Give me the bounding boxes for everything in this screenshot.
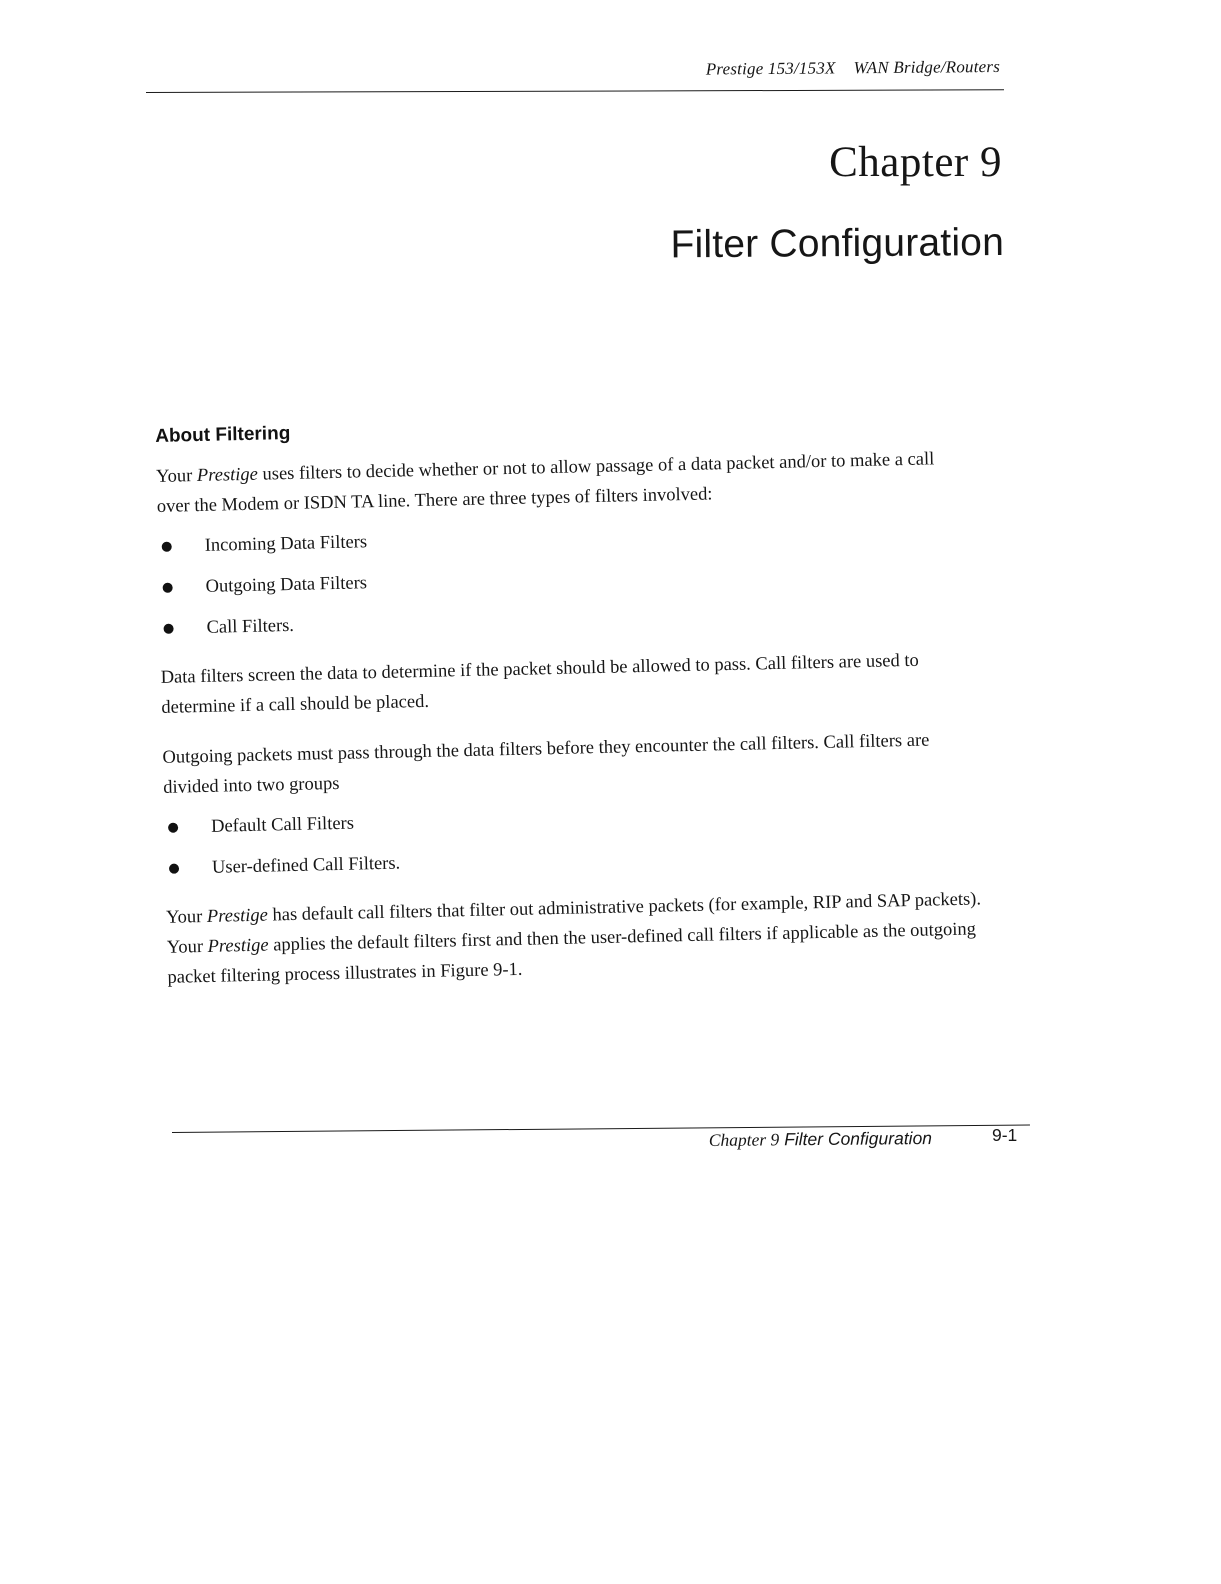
closing-product-name-2: Prestige xyxy=(207,935,269,957)
list-item-text: Call Filters. xyxy=(206,615,295,638)
header-product: Prestige 153/153X xyxy=(705,58,836,79)
running-header xyxy=(580,57,1000,81)
bullet-icon xyxy=(169,864,179,874)
page-body xyxy=(155,406,1048,1003)
data-filters-paragraph: Data filters screen the data to determine if the packet should be allowed to pass. Call filters are used to determine if a call should be placed. xyxy=(160,650,919,718)
intro-text-start: Your xyxy=(155,466,198,487)
footer-chapter-title xyxy=(660,1128,932,1151)
outgoing-paragraph: Outgoing packets must pass through the data filters before they encounter the call filters. Call filters are divided into two groups xyxy=(162,730,930,798)
bullet-icon xyxy=(163,583,173,593)
chapter-title: Filter Configuration xyxy=(670,221,1005,267)
bullet-icon xyxy=(168,823,178,833)
list-item-text: Outgoing Data Filters xyxy=(205,573,368,597)
filter-types-list xyxy=(157,512,1040,655)
intro-product-name: Prestige xyxy=(196,464,259,487)
bullet-icon xyxy=(163,624,173,634)
list-item-text: User-defined Call Filters. xyxy=(211,853,401,878)
closing-product-name-1: Prestige xyxy=(206,905,269,927)
page-number: 9-1 xyxy=(992,1125,1018,1145)
footer-chapter-name: Filter Configuration xyxy=(784,1128,933,1150)
header-subtitle: WAN Bridge/Routers xyxy=(853,57,1001,78)
footer-chapter-word: Chapter 9 xyxy=(708,1129,780,1150)
list-item-text: Incoming Data Filters xyxy=(204,532,368,556)
intro-paragraph xyxy=(156,444,972,522)
list-item-text: Default Call Filters xyxy=(210,813,355,837)
closing-text-3: applies the default filters first and then the user-defined call filters if applicable as the outgoing packet filtering process illustrates in Figure 9-1. xyxy=(167,919,977,988)
call-filter-groups-list xyxy=(164,793,1046,895)
intro-text-end: uses filters to decide whether or not to allow passage of a data packet and/or to make a call over the Modem or ISDN TA line. There are three types of filters involved: xyxy=(156,449,935,517)
section-heading: About Filtering xyxy=(155,422,291,447)
header-rule xyxy=(146,89,1004,93)
bullet-icon xyxy=(162,542,172,552)
chapter-number: Chapter 9 xyxy=(829,139,1002,186)
closing-text-2: has default call filters that filter out administrative packets (for example, RIP and SAP packets). Your xyxy=(166,889,982,958)
closing-text-1: Your xyxy=(165,906,208,928)
closing-paragraph xyxy=(166,884,983,992)
